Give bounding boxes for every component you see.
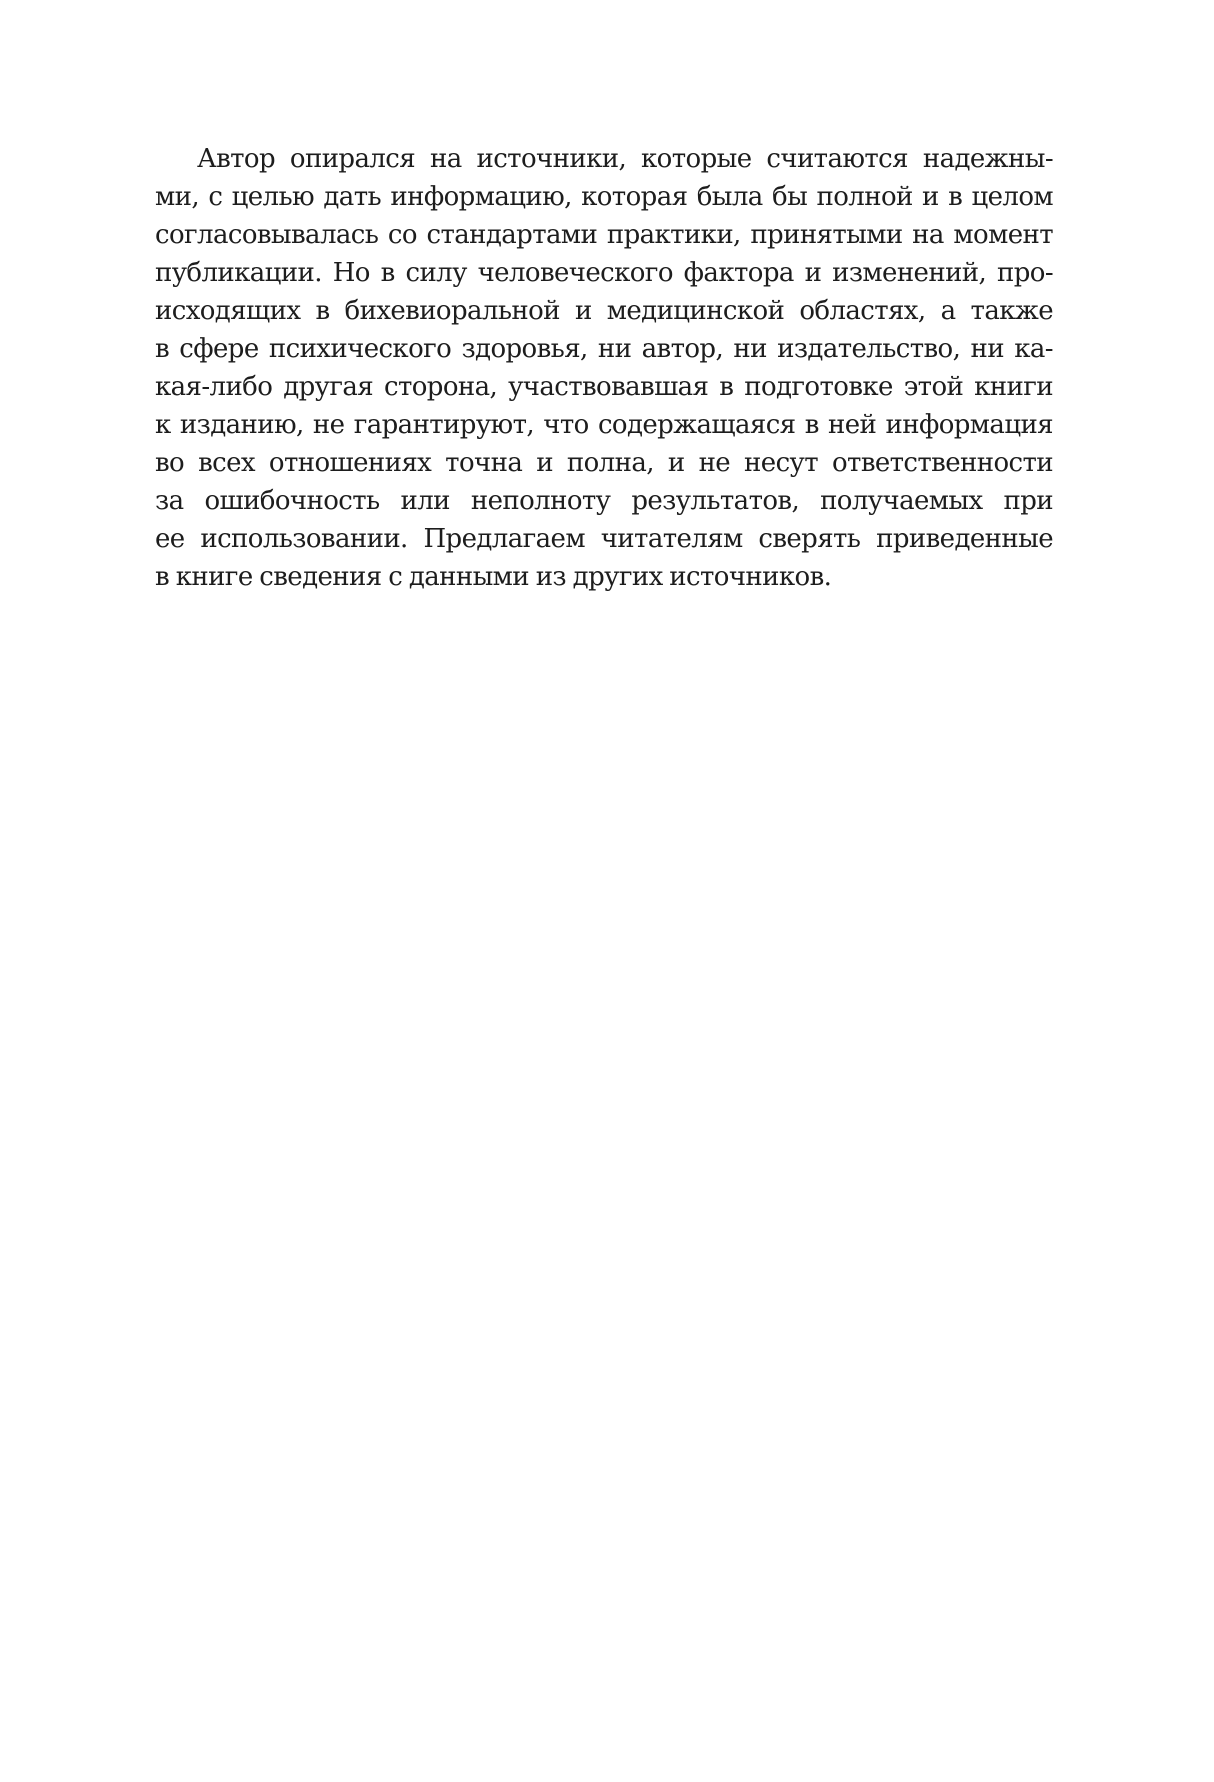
paragraph-line: ми, с целью дать информацию, которая была бы полной и в целом	[155, 182, 1053, 212]
disclaimer-paragraph	[155, 140, 1053, 596]
paragraph-line: во всех отношениях точна и полна, и не несут ответственности	[155, 448, 1053, 478]
paragraph-line: к изданию, не гарантируют, что содержащаяся в ней информация	[155, 410, 1053, 440]
paragraph-line: исходящих в бихевиоральной и медицинской областях, а также	[155, 296, 1053, 326]
paragraph-line: Автор опирался на источники, которые считаются надежны-	[197, 144, 1053, 174]
paragraph-line: в книге сведения с данными из других источников.	[155, 562, 832, 592]
paragraph-line: ее использовании. Предлагаем читателям сверять приведенные	[155, 524, 1053, 554]
paragraph-line: кая-либо другая сторона, участвовавшая в подготовке этой книги	[155, 372, 1053, 402]
paragraph-line: согласовывалась со стандартами практики, принятыми на момент	[155, 220, 1053, 250]
paragraph-line: публикации. Но в силу человеческого фактора и изменений, про-	[155, 258, 1053, 288]
paragraph-line: в сфере психического здоровья, ни автор, ни издательство, ни ка-	[155, 334, 1053, 364]
paragraph-line: за ошибочность или неполноту результатов, получаемых при	[155, 486, 1053, 516]
